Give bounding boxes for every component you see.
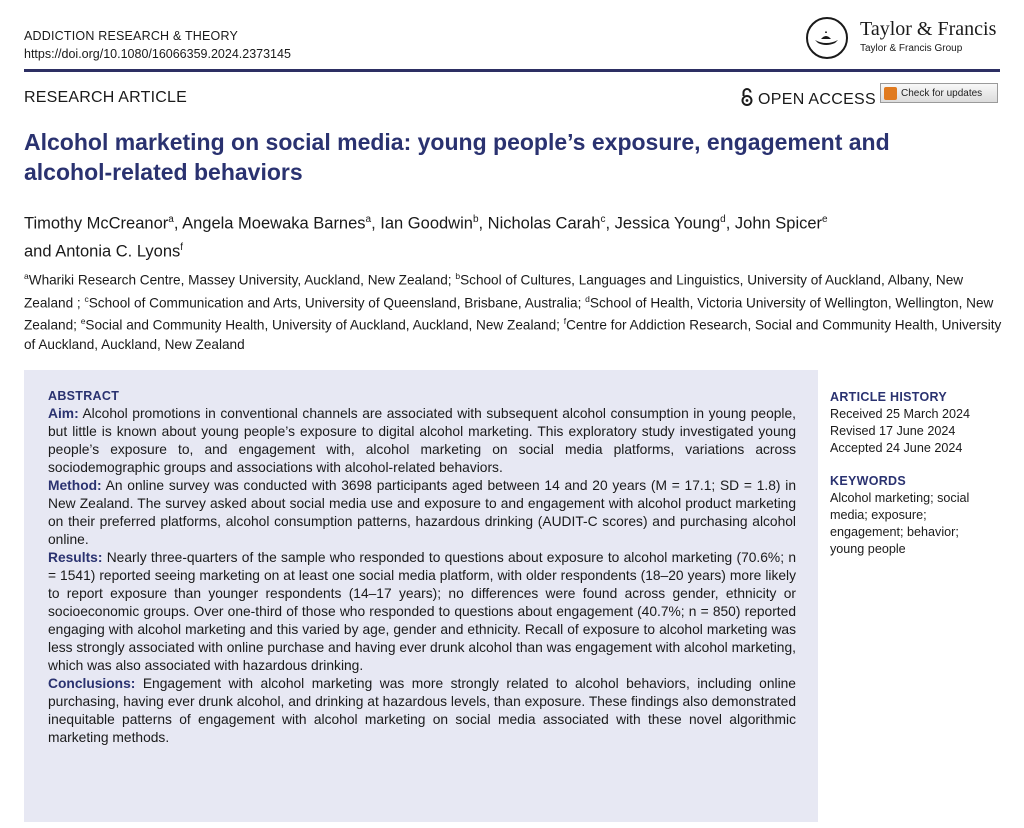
- abstract-box: [24, 370, 818, 822]
- author-name[interactable]: Angela Moewaka Barnes: [182, 214, 366, 233]
- author-affil-mark: e: [822, 214, 828, 225]
- abstract-section-label: Conclusions:: [48, 676, 136, 691]
- author-affil-mark: a: [168, 214, 174, 225]
- author-affil-mark: a: [365, 214, 372, 225]
- article-history: [830, 389, 1010, 457]
- author-name[interactable]: Antonia C. Lyons: [55, 242, 181, 260]
- author-name[interactable]: Jessica Young: [614, 214, 721, 233]
- abstract-section-text: An online survey was conducted with 3698 participants aged between 14 and 20 years (M = 17.1; SD = 1.8) in New Zealand. The survey asked about social media use and exposure to and engagement with alcohol product marketing on their preferred platforms, alcohol consumption patterns, hazardous drinking (AUDIT-C scores) and purchasing alcohol online.: [48, 478, 796, 547]
- affiliation: Whariki Research Centre, Massey University, Auckland, New Zealand;: [28, 272, 452, 288]
- author-list: Timothy McCreanor$^a$, Angela Moewaka Barnes$^a$, Ian Goodwin$^b$, Nicholas Carah$^c$, Jessica Young$^d$, John Spicer$^e$ and Antonia C. Lyons$^f$: [24, 214, 828, 260]
- history-item: Received 25 March 2024: [830, 407, 971, 421]
- abstract-section-text: Nearly three-quarters of the sample who responded to questions about exposure to alcohol marketing (70.6%; n = 1541) reported seeing marketing on at least one social media platform, with older respondents (18–20 years) more likely to report exposure than younger respondents (14–17 years); no differences were found across gender, ethnicity or socioeconomic groups. Over one-third of those who responded to questions about engagement (40.7%; n = 850) reported engaging with alcohol marketing and this varied by age, gender and ethnicity. Recall of exposure to alcohol marketing was less strongly associated with online purchase and having ever drunk alcohol than was engagement with alcohol marketing, which was also associated with hazardous drinking.: [48, 550, 796, 673]
- open-access-badge: [740, 87, 876, 112]
- keywords-heading: KEYWORDS: [830, 474, 907, 488]
- abstract-section-text: Engagement with alcohol marketing was more strongly related to alcohol behaviors, including online purchasing, having ever drunk alcohol, and drinking at hazardous levels, than exposure. These findings also demonstrated inequitable patterns of engagement with alcohol marketing on social media associated with these novel algorithmic marketing methods.: [48, 676, 796, 745]
- abstract-section-label: Results:: [48, 550, 103, 565]
- author-name[interactable]: Timothy McCreanor: [24, 214, 169, 233]
- author-affil-mark: c: [600, 214, 606, 225]
- author-affil-mark: f: [180, 241, 184, 253]
- doi-link[interactable]: https://doi.org/10.1080/16066359.2024.2373145: [24, 47, 291, 61]
- abstract-heading: ABSTRACT: [48, 389, 120, 403]
- affil-mark: d: [585, 293, 590, 304]
- check-for-updates-label: Check for updates: [901, 87, 983, 99]
- article-history-heading: ARTICLE HISTORY: [830, 390, 948, 404]
- affiliations: [24, 267, 1014, 354]
- abstract-method: [48, 477, 796, 549]
- crossmark-icon: [884, 87, 897, 100]
- article-type: RESEARCH ARTICLE: [24, 89, 187, 106]
- journal-name: ADDICTION RESEARCH & THEORY: [24, 29, 238, 43]
- abstract-results: [48, 549, 796, 675]
- author-affil-mark: d: [720, 214, 726, 225]
- history-item: Accepted 24 June 2024: [830, 441, 963, 455]
- publisher-group: Taylor & Francis Group: [860, 43, 963, 54]
- affiliation: School of Health, Victoria University of Wellington, Wellington, New Zealand;: [24, 295, 994, 333]
- check-for-updates-button[interactable]: [880, 83, 998, 103]
- keywords-text: Alcohol marketing; social media; exposure; engagement; behavior; young people: [830, 491, 970, 556]
- abstract-section-label: Method:: [48, 478, 102, 493]
- author-affil-mark: b: [472, 214, 479, 225]
- publisher-lamp-icon: [806, 17, 848, 59]
- affil-mark: f: [563, 316, 567, 327]
- open-lock-icon: [740, 87, 754, 112]
- abstract-conclusions: [48, 675, 796, 747]
- history-item: Revised 17 June 2024: [830, 424, 956, 438]
- publisher-logo[interactable]: [806, 15, 1006, 59]
- affiliation: School of Communication and Arts, University of Queensland, Brisbane, Australia;: [88, 295, 582, 311]
- affiliation: School of Cultures, Languages and Linguistics, University of Auckland, Albany, New Zealand ;: [24, 272, 964, 311]
- affil-mark: b: [455, 271, 461, 281]
- author-name[interactable]: Ian Goodwin: [380, 214, 473, 233]
- affiliation: Centre for Addiction Research, Social and Community Health, University of Auckland, Auckland, New Zealand: [24, 317, 1002, 352]
- abstract-section-text: Alcohol promotions in conventional channels are associated with subsequent alcohol consumption in young people, but little is known about young people’s exposure to digital alcohol marketing. This exploratory study investigated young people’s exposure to, and engagement with, alcohol marketing on social media platforms, variations across sociodemographic groups and associations with alcohol-related behaviors.: [48, 406, 797, 475]
- author-connector: and: [24, 242, 52, 260]
- affil-mark: c: [84, 293, 89, 304]
- abstract-content: [48, 387, 796, 747]
- author-name[interactable]: John Spicer: [734, 214, 823, 233]
- abstract-aim: [48, 405, 796, 477]
- header-rule: [24, 69, 1000, 72]
- author-name[interactable]: Nicholas Carah: [487, 214, 601, 233]
- affil-mark: e: [80, 316, 86, 327]
- abstract-section-label: Aim:: [48, 406, 79, 421]
- keywords: [830, 473, 990, 558]
- open-access-label: OPEN ACCESS: [758, 90, 877, 108]
- article-title: Alcohol marketing on social media: young people’s exposure, engagement and alcohol-related behaviors: [24, 129, 890, 185]
- affiliation: Social and Community Health, University of Auckland, Auckland, New Zealand;: [85, 317, 560, 333]
- affil-mark: a: [24, 271, 29, 281]
- publisher-name: Taylor & Francis: [860, 18, 997, 40]
